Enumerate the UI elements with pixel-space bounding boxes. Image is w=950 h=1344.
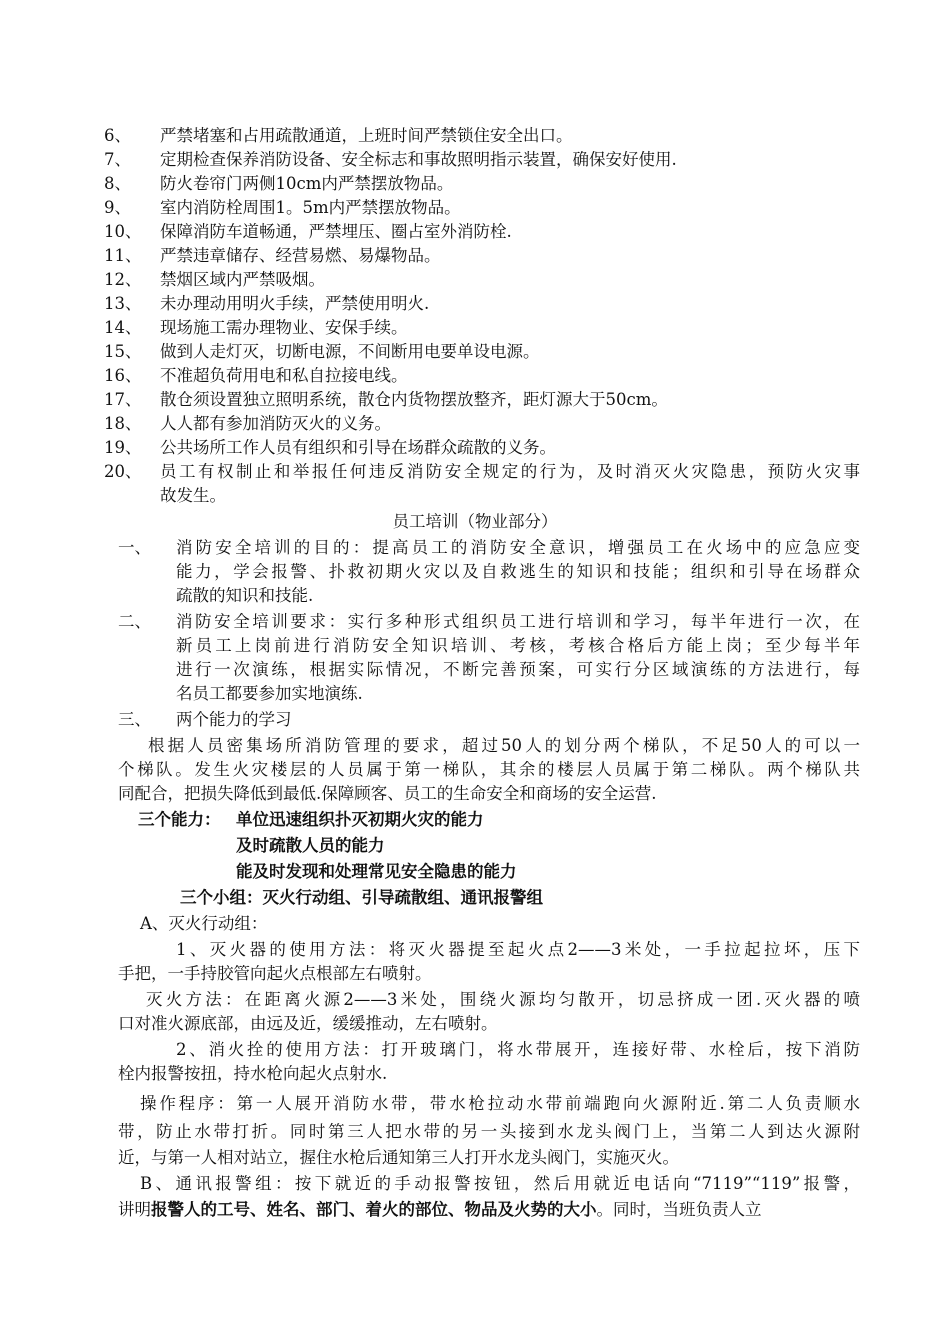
rule-text: 散仓须设置独立照明系统，散仓内货物摆放整齐，距灯源大于50cm。 [160,390,668,409]
paragraph-line: 灭火方法：在距离火源2——3米处，围绕火源均匀散开，切忌挤成一团.灭火器的喷 [146,990,860,1009]
paragraph-line: 2、消火拴的使用方法：打开玻璃门，将水带展开，连接好带、水栓后，按下消防 [176,1040,860,1059]
paragraph-line: 口对准火源底部，由远及近，缓缓推动，左右喷射。 [118,1014,498,1033]
section-line: 进行一次演练，根据实际情况，不断完善预案，可实行分区域演练的方法进行，每 [176,660,860,679]
section-line: 能力，学会报警、扑救初期火灾以及自救逃生的知识和技能；组织和引导在场群众 [176,562,860,581]
rule-text: 严禁违章储存、经营易燃、易爆物品。 [160,246,441,265]
section-number: 三、 [118,710,151,729]
rule-number: 15、 [104,342,142,361]
rule-text: 做到人走灯灭，切断电源，不间断用电要单设电源。 [160,342,540,361]
rule-number: 16、 [104,366,142,385]
rule-number: 18、 [104,414,142,433]
ability-item: 能及时发现和处理常见安全隐患的能力 [236,862,517,881]
rule-text: 禁烟区域内严禁吸烟。 [160,270,325,289]
section-line: 消防安全培训的目的：提高员工的消防安全意识，增强员工在火场中的应急应变 [176,538,860,557]
rule-text: 不准超负荷用电和私自拉接电线。 [160,366,408,385]
section-number: 一、 [118,538,151,557]
ability-item: 及时疏散人员的能力 [236,836,385,855]
paragraph-line: 个梯队。发生火灾楼层的人员属于第一梯队，其余的楼层人员属于第二梯队。两个梯队共 [118,760,860,779]
rule-text: 严禁堵塞和占用疏散通道，上班时间严禁锁住安全出口。 [160,126,573,145]
section-line: 新员工上岗前进行消防安全知识培训、考核，考核合格后方能上岗；至少每半年 [176,636,860,655]
paragraph-line: 带，防止水带打折。同时第三人把水带的另一头接到水龙头阀门上，当第二人到达火源附 [118,1122,860,1141]
section-line: 消防安全培训要求：实行多种形式组织员工进行培训和学习，每半年进行一次，在 [176,612,860,631]
rule-text: 定期检查保养消防设备、安全标志和事故照明指示装置，确保安好使用. [160,150,677,169]
section-line: 疏散的知识和技能. [176,586,314,605]
section-line: 两个能力的学习 [176,710,292,729]
group-b-suffix: 。同时，当班负责人立 [596,1200,762,1219]
section-number: 二、 [118,612,151,631]
rule-text: 室内消防栓周围1。5m内严禁摆放物品。 [160,198,461,217]
rule-number: 20、 [104,462,142,481]
paragraph-line: 同配合，把损失降低到最低.保障顾客、员工的生命安全和商场的安全运营. [118,784,657,803]
paragraph-line: B、通讯报警组：按下就近的手动报警按钮，然后用就近电话向“7119”“119”报警， [140,1174,860,1193]
section-line: 名员工都要参加实地演练. [176,684,363,703]
three-groups: 三个小组：灭火行动组、引导疏散组、通讯报警组 [180,888,543,907]
paragraph-line: 1、灭火器的使用方法：将灭火器提至起火点2——3米处，一手拉起拉坏，压下 [176,940,860,959]
rule-number: 12、 [104,270,142,289]
rule-text: 员工有权制止和举报任何违反消防安全规定的行为，及时消灭火灾隐患，预防火灾事 [160,462,860,481]
group-b-prefix: 讲明 [118,1200,151,1219]
rule-number: 17、 [104,390,142,409]
rule-number: 8、 [104,174,131,193]
rule-number: 13、 [104,294,142,313]
rule-text: 保障消防车道畅通，严禁埋压、圈占室外消防栓. [160,222,512,241]
rule-text: 公共场所工作人员有组织和引导在场群众疏散的义务。 [160,438,556,457]
rule-number: 19、 [104,438,142,457]
training-title: 员工培训（物业部分） [392,512,558,531]
abilities-label: 三个能力： [138,810,221,829]
rule-text: 人人都有参加消防灭火的义务。 [160,414,391,433]
paragraph-line: 栓内报警按扭，持水枪向起火点射水. [118,1064,388,1083]
paragraph-line: 手把，一手持胶管向起火点根部左右喷射。 [118,964,432,983]
group-b-bold-text: 报警人的工号、姓名、部门、着火的部位、物品及火势的大小 [151,1200,597,1219]
rule-number: 14、 [104,318,142,337]
rule-number: 10、 [104,222,142,241]
rule-text: 防火卷帘门两侧10cm内严禁摆放物品。 [160,174,454,193]
rule-number: 9、 [104,198,131,217]
paragraph-line [118,1198,762,1222]
paragraph-line: 操作程序：第一人展开消防水带，带水枪拉动水带前端跑向火源附近.第二人负责顺水 [140,1094,860,1113]
group-a-title: A、灭火行动组： [140,914,268,933]
rule-text: 未办理动用明火手续，严禁使用明火. [160,294,430,313]
paragraph-line: 近，与第一人相对站立，握住水枪后通知第三人打开水龙头阀门，实施灭火。 [118,1148,679,1167]
ability-item: 单位迅速组织扑灭初期火灾的能力 [236,810,484,829]
rule-number: 7、 [104,150,131,169]
rule-text: 现场施工需办理物业、安保手续。 [160,318,408,337]
paragraph-line: 根据人员密集场所消防管理的要求，超过50人的划分两个梯队，不足50人的可以一 [148,736,860,755]
rule-number: 11、 [104,246,142,265]
rule-text-continued: 故发生。 [160,486,226,505]
rule-number: 6、 [104,126,131,145]
